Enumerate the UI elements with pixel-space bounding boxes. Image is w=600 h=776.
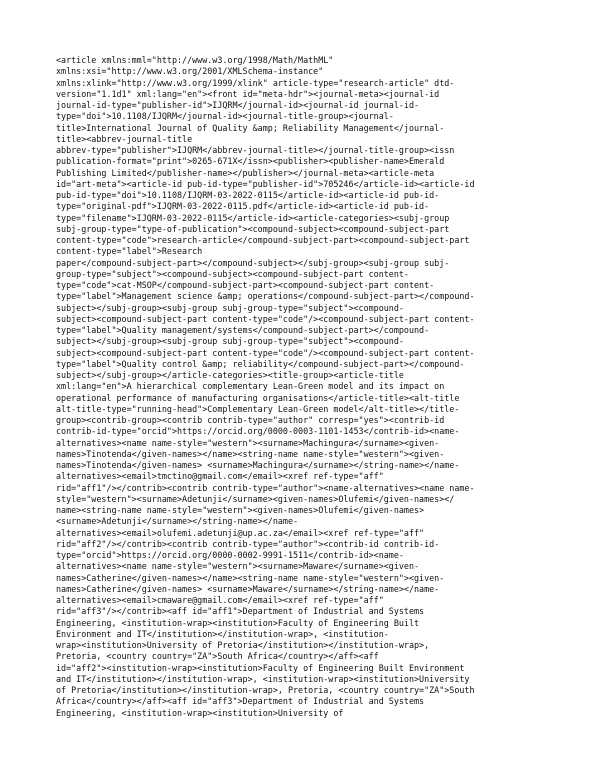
xml-text-line: operational performance of manufacturing organisations</article-title><alt-title <box>56 392 460 403</box>
xml-text-line: Environment and IT</institution></institution-wrap>, <institution- <box>56 628 389 639</box>
xml-text-line: group><contrib-group><contrib contrib-type="author" corresp="yes"><contrib-id <box>56 415 445 425</box>
xml-text-line: Engineering, <institution-wrap><institution>University of <box>56 707 344 718</box>
xml-text-line: subject><compound-subject-part content-type="code"/><compound-subject-part content- <box>56 347 475 358</box>
xml-text-line: title><abbrev-journal-title <box>56 133 193 144</box>
xml-text-line: journal-id-type="publisher-id">IJQRM</journal-id><journal-id journal-id- <box>56 100 420 110</box>
xml-text-line: type="original-pdf">IJQRM-03-2022-0115.pdf</article-id><article-id pub-id- <box>56 201 430 212</box>
xml-text-line: subject><compound-subject-part content-type="code"/><compound-subject-part content- <box>56 313 475 324</box>
xml-text-line: content-type="code">research-article</compound-subject-part><compound-subject-part <box>56 235 470 245</box>
xml-text-line: rid="aff3"/></contrib><aff id="aff1">Department of Industrial and Systems <box>56 606 425 617</box>
xml-text-line: publication-format="print">0265-671X</issn><publisher><publisher-name>Emerald <box>56 156 445 167</box>
xml-text-line: rid="aff1"/></contrib><contrib contrib-type="author"><name-alternatives><name name- <box>56 482 475 493</box>
xml-text-line: and IT</institution></institution-wrap>, <institution-wrap><institution>University <box>56 673 470 684</box>
xml-text-line: type="orcid">https://orcid.org/0000-0002-9991-1511</contrib-id><name- <box>56 550 404 560</box>
xml-text-line: id="art-meta"><article-id pub-id-type="publisher-id">705246</article-id><article-id <box>56 178 475 189</box>
xml-text-line: type="label">Quality management/systems</compound-subject-part></compound- <box>56 325 430 335</box>
xml-text-line: name><string-name name-style="western"><given-names>Olufemi</given-names> <box>56 505 425 515</box>
xml-text-line: alt-title-type="running-head">Complementary Lean-Green model</alt-title></title- <box>56 403 460 414</box>
xml-text-line: of Pretoria</institution></institution-wrap>, Pretoria, <country country="ZA">South <box>56 685 475 695</box>
xml-text-line: alternatives><email>cmaware@gmail.com</email><xref ref-type="aff" <box>56 595 384 605</box>
xml-text-line: id="aff2"><institution-wrap><institution>Faculty of Engineering Built Environment <box>56 662 465 673</box>
xml-text-line: group-type="subject"><compound-subject><compound-subject-part content- <box>56 268 409 279</box>
xml-text-line: subject></subj-group></article-categories><title-group><article-title <box>56 370 404 380</box>
xml-source-text <box>56 55 556 719</box>
xml-text-line: alternatives><name name-style="western"><surname>Maware</surname><given- <box>56 561 420 572</box>
xml-text-line: alternatives><email>olufemi.adetunji@up.ac.za</email><xref ref-type="aff" <box>56 527 425 538</box>
xml-text-line: Publishing Limited</publisher-name></publisher></journal-meta><article-meta <box>56 167 435 178</box>
xml-text-line: names>Catherine</given-names> <surname>Maware</surname></string-name></name- <box>56 583 440 594</box>
xml-text-line: type="code">cat-MSOP</compound-subject-part><compound-subject-part content- <box>56 280 435 290</box>
xml-text-line: content-type="label">Research <box>56 246 203 257</box>
xml-text-line: version="1.1d1" xml:lang="en"><front id="meta-hdr"><journal-meta><journal-id <box>56 88 440 99</box>
xml-text-line: type="label">Management science &amp; operations</compound-subject-part></compound- <box>56 291 475 302</box>
xml-text-line: subj-group-type="type-of-publication"><compound-subject><compound-subject-part <box>56 223 450 234</box>
xml-text-line: names>Tinotenda</given-names></name><string-name name-style="western"><given- <box>56 448 445 459</box>
xml-text-line: wrap><institution>University of Pretoria</institution></institution-wrap>, <box>56 640 430 650</box>
xml-text-line: Africa</country></aff><aff id="aff3">Department of Industrial and Systems <box>56 696 425 707</box>
xml-text-line: type="filename">IJQRM-03-2022-0115</article-id><article-categories><subj-group <box>56 212 450 223</box>
xml-text-line: style="western"><surname>Adetunji</surname><given-names>Olufemi</given-names></ <box>56 493 455 504</box>
xml-text-line: type="label">Quality control &amp; reliability</compound-subject-part></compound- <box>56 358 465 369</box>
xml-text-line: xml:lang="en">A hierarchical complementary Lean-Green model and its impact on <box>56 381 445 392</box>
xml-text-line: subject></subj-group><subj-group subj-group-type="subject"><compound- <box>56 336 404 347</box>
xml-text-line: <article xmlns:mml="http://www.w3.org/1998/Math/MathML" <box>56 55 334 65</box>
xml-text-line: names>Tinotenda</given-names> <surname>Machingura</surname></string-name></name- <box>56 460 460 470</box>
xml-text-line: alternatives><email>tmctino@gmail.com</email><xref ref-type="aff" <box>56 471 384 482</box>
xml-text-line: Engineering, <institution-wrap><institution>Faculty of Engineering Built <box>56 617 420 628</box>
xml-text-line: rid="aff2"/></contrib><contrib contrib-type="author"><contrib-id contrib-id- <box>56 538 440 549</box>
xml-text-line: abbrev-type="publisher">IJQRM</abbrev-journal-title></journal-title-group><issn <box>56 145 455 155</box>
xml-text-line: xmlns:xsi="http://www.w3.org/2001/XMLSchema-instance" <box>56 66 324 77</box>
xml-text-line: Pretoria, <country country="ZA">South Africa</country></aff><aff <box>56 651 379 662</box>
xml-text-line: type="doi">10.1108/IJQRM</journal-id><journal-title-group><journal- <box>56 111 394 122</box>
xml-text-line: paper</compound-subject-part></compound-subject></subj-group><subj-group subj- <box>56 257 450 268</box>
xml-text-line: contrib-id-type="orcid">https://orcid.org/0000-0003-1101-1453</contrib-id><name- <box>56 426 460 437</box>
xml-text-line: title>International Journal of Quality &amp; Reliability Management</journal- <box>56 122 445 133</box>
xml-text-line: <surname>Adetunji</surname></string-name></name- <box>56 516 299 527</box>
xml-text-line: pub-id-type="doi">10.1108/IJQRM-03-2022-0115</article-id><article-id pub-id- <box>56 190 440 200</box>
xml-text-line: names>Catherine</given-names></name><string-name name-style="western"><given- <box>56 572 445 583</box>
xml-text-line: alternatives><name name-style="western"><surname>Machingura</surname><given- <box>56 437 440 448</box>
xml-text-line: subject></subj-group><subj-group subj-group-type="subject"><compound- <box>56 302 404 313</box>
xml-text-line: xmlns:xlink="http://www.w3.org/1999/xlink" article-type="research-article" dtd- <box>56 77 455 88</box>
